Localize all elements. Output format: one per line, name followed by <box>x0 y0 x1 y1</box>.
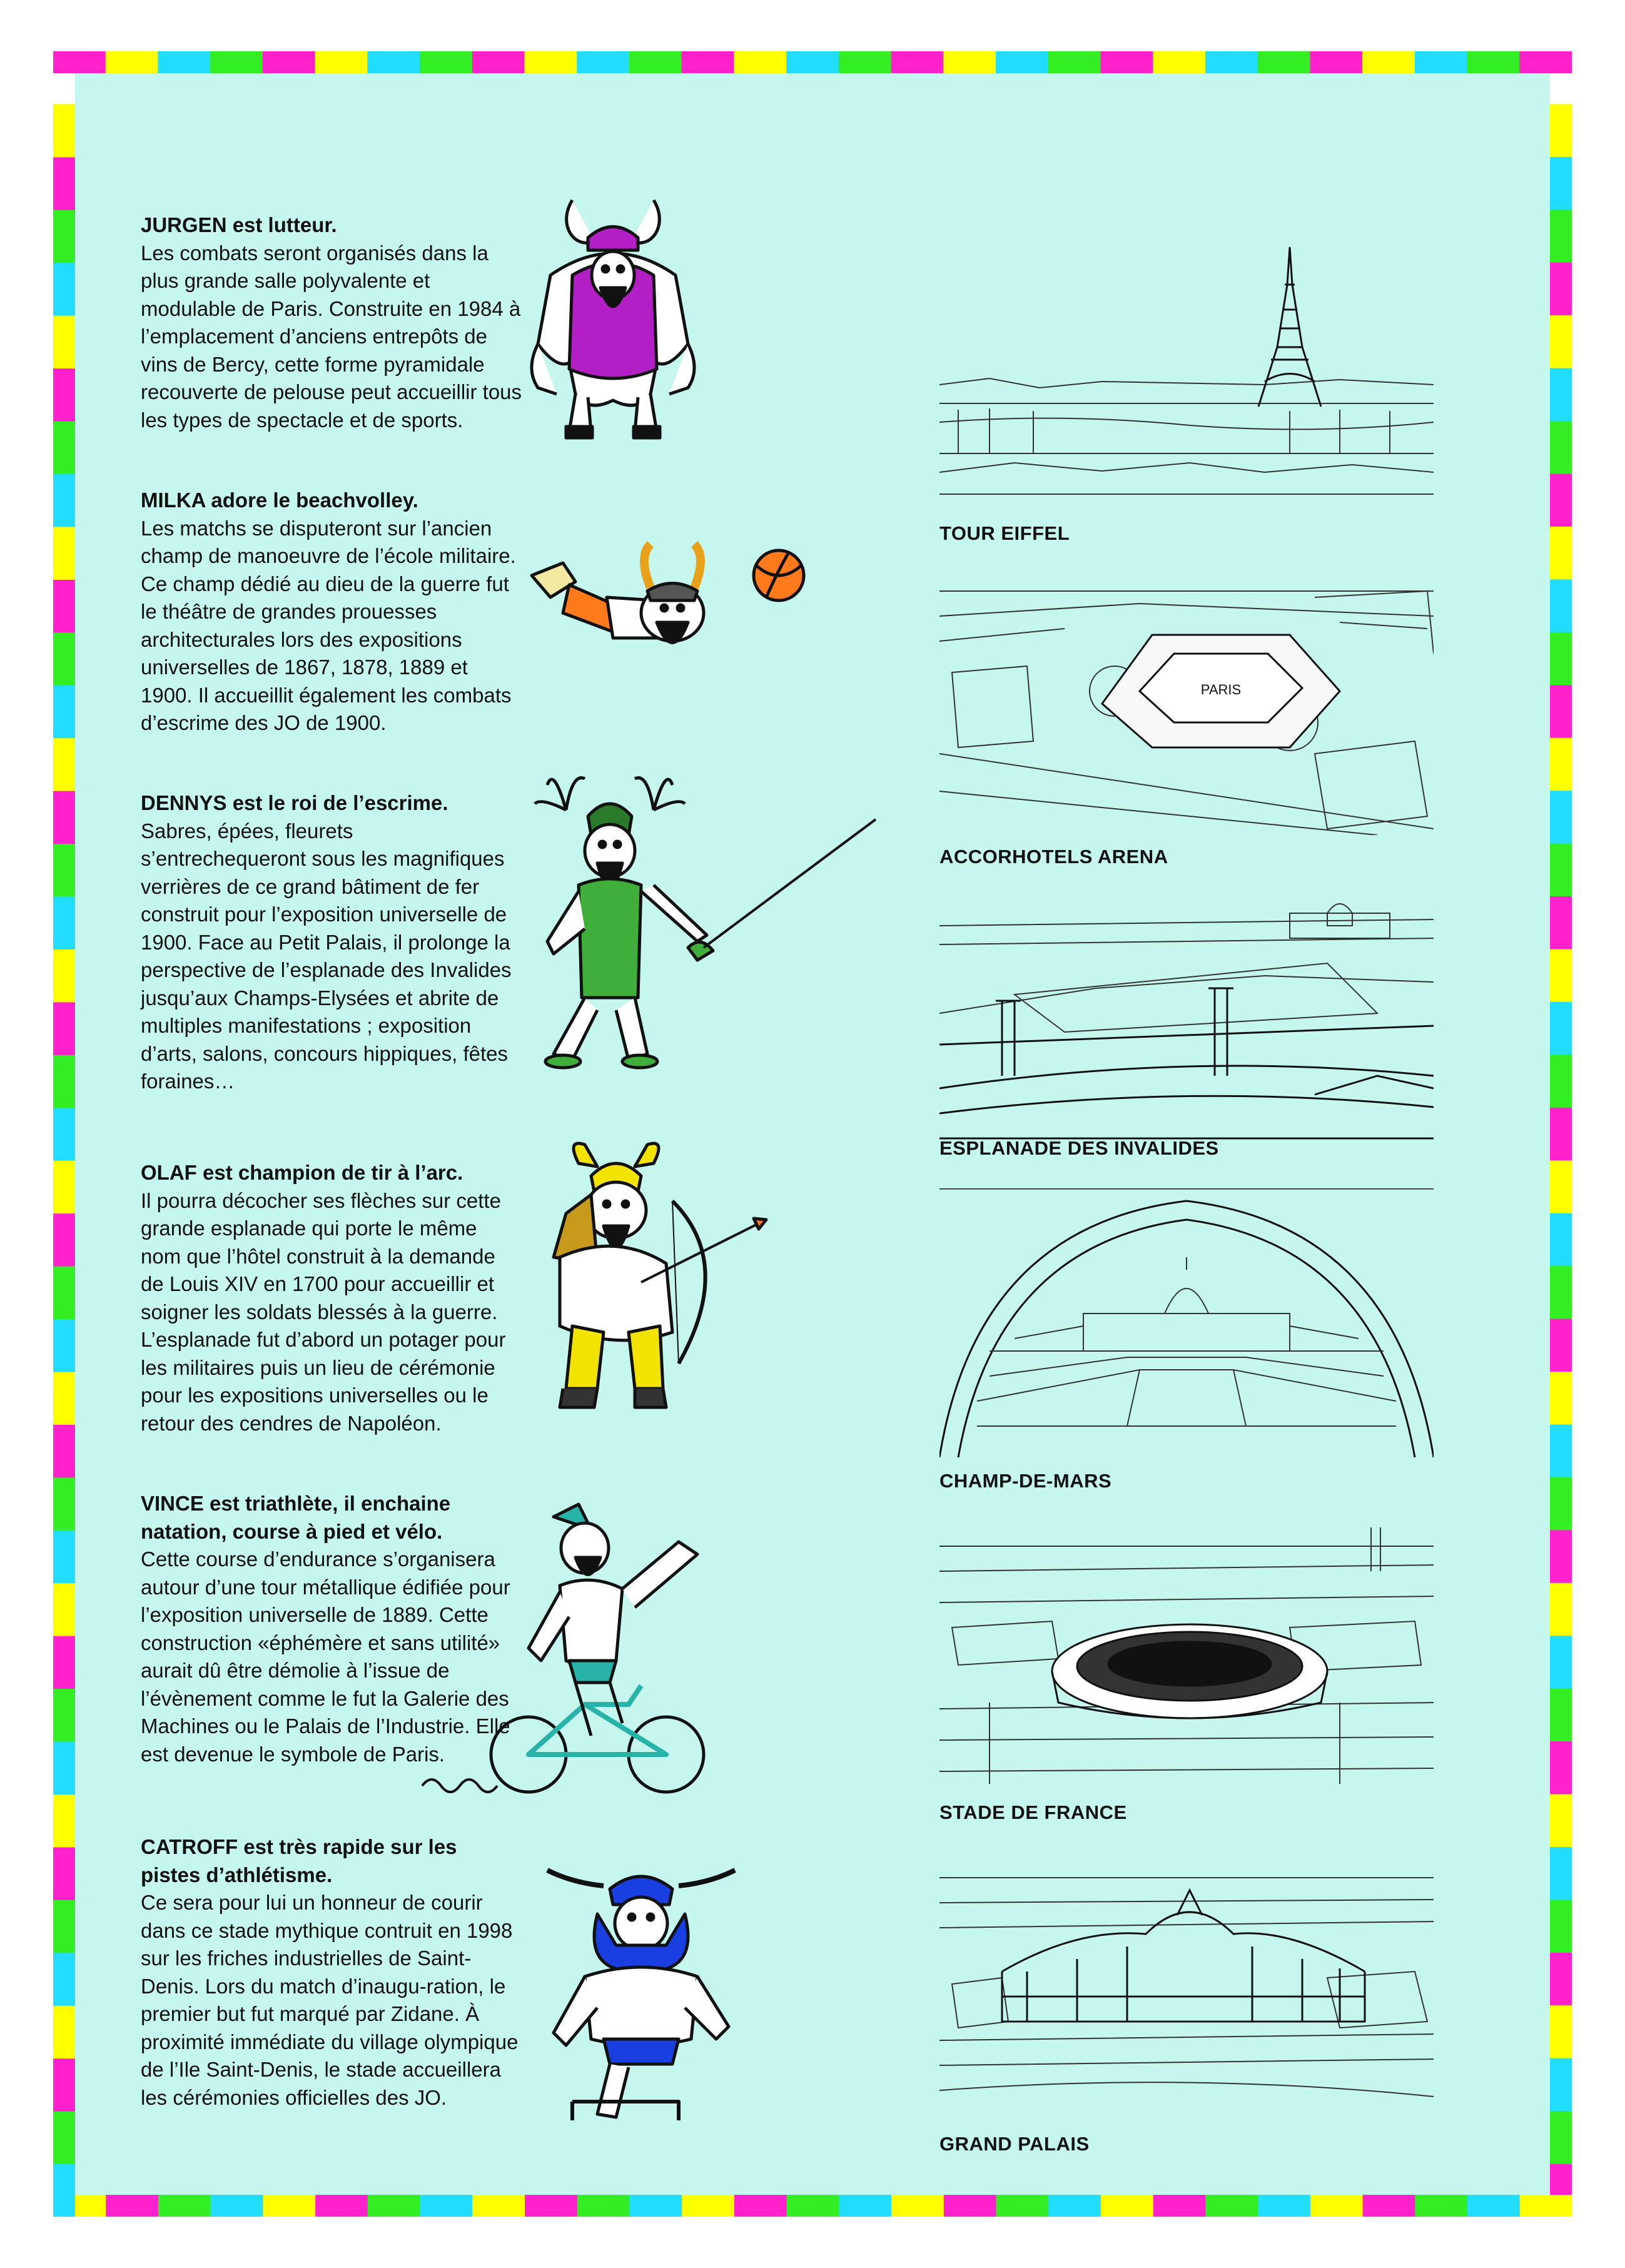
grand-palais-drawing <box>939 1853 1434 2122</box>
border-cell <box>1550 738 1572 791</box>
border-cell <box>53 1741 75 1795</box>
border-cell <box>891 2195 944 2217</box>
border-cell <box>1550 368 1572 422</box>
landmark-caption: CHAMP-DE-MARS <box>939 1470 1112 1492</box>
border-cell <box>1205 51 1258 73</box>
story-text: Ce sera pour lui un honneur de courir dans ce stade mythique contruit en 1998 sur les friches industrielles de Saint-Denis. Lors du match d’inaugu-ration, le premier but fut marqué par Zidane. À proximité immédiate du village olympique de l’Ile Saint-Denis, le stade accueillera les cérémonies officielles des JO. <box>141 1891 519 2109</box>
champ-de-mars-drawing <box>939 1188 1434 1457</box>
border-cell <box>1550 157 1572 210</box>
story-heading: JURGEN est lutteur. <box>141 213 337 236</box>
story-heading: VINCE est triathlète, il enchaine natation, course à pied et vélo. <box>141 1492 451 1543</box>
border-cell <box>53 51 106 73</box>
border-cell <box>1550 2111 1572 2164</box>
border-cell <box>1550 949 1572 1002</box>
border-cell <box>577 51 629 73</box>
border-cell <box>210 2195 263 2217</box>
border-cell <box>106 51 158 73</box>
border-cell <box>420 2195 472 2217</box>
border-cell <box>315 2195 368 2217</box>
border-cell <box>577 2195 629 2217</box>
border-cell <box>1467 51 1520 73</box>
story-text: Sabres, épées, fleurets s’entrechequeront sous les magnifiques verrières de ce grand bâtiment de fer construit pour l’exposition universelle de 1900. Face au Petit Palais, il prolonge la perspective de l’esplanade des Invalides jusqu’aux Champs-Elysées et abrite de multiples manifestations ; exposition d’arts, salons, concours hippiques, fêtes foraines… <box>141 819 512 1093</box>
border-cell <box>1550 315 1572 368</box>
arena-drawing <box>939 566 1434 835</box>
border-cell <box>1362 2195 1415 2217</box>
border-cell <box>786 2195 839 2217</box>
border-cell <box>53 949 75 1002</box>
border-cell <box>1415 2195 1467 2217</box>
border-cell <box>53 2111 75 2164</box>
border-cell <box>786 51 839 73</box>
border-cell <box>943 51 996 73</box>
border-cell <box>53 315 75 368</box>
border-cell <box>53 1900 75 1953</box>
border-cell <box>1550 1160 1572 1213</box>
border-cell <box>1550 421 1572 474</box>
wrestler-viking-icon <box>513 181 713 447</box>
story-heading: MILKA adore le beachvolley. <box>141 489 418 512</box>
border-cell <box>734 2195 786 2217</box>
border-cell <box>53 791 75 844</box>
border-cell <box>1362 51 1415 73</box>
border-cell <box>629 2195 682 2217</box>
border-cell <box>53 368 75 422</box>
border-cell <box>472 2195 525 2217</box>
border-cell <box>53 1372 75 1425</box>
stadium-drawing <box>939 1521 1434 1790</box>
border-cell <box>367 51 420 73</box>
border-cell <box>839 51 891 73</box>
border-cell <box>53 2058 75 2112</box>
story-text: Il pourra décocher ses flèches sur cette grande esplanade qui porte le même nom que l’hôtel construit à la demande de Louis XIV en 1700 pour accueillir et soigner les soldats blessés à la guerre. L’esplanade fut d’abord un potager pour les militaires puis un lieu de cérémonie pour les expositions universelles ou le retour des cendres de Napoléon. <box>141 1188 506 1435</box>
border-cell <box>1550 1794 1572 1847</box>
story-olaf <box>141 1159 522 1437</box>
border-cell <box>1550 1424 1572 1477</box>
border-cell <box>734 51 786 73</box>
border-cell <box>106 2195 158 2217</box>
border-cell <box>53 474 75 527</box>
border-cell <box>1550 1002 1572 1055</box>
border-cell <box>53 210 75 263</box>
eiffel-tower-drawing <box>939 247 1434 516</box>
border-cell <box>53 157 75 210</box>
border-cell <box>1550 1583 1572 1636</box>
border-cell <box>1467 2195 1520 2217</box>
border-cell <box>53 527 75 580</box>
border-cell <box>1550 1319 1572 1372</box>
border-cell <box>682 51 734 73</box>
runner-viking-icon <box>529 1851 754 2130</box>
border-cell <box>53 1689 75 1742</box>
border-cell <box>53 1847 75 1900</box>
border-cell <box>53 2164 75 2217</box>
landmark-caption: GRAND PALAIS <box>939 2133 1090 2155</box>
border-cell <box>1550 896 1572 949</box>
border-cell <box>53 632 75 686</box>
border-cell <box>53 1583 75 1636</box>
border-cell <box>53 685 75 738</box>
border-cell <box>1519 2195 1572 2217</box>
border-cell <box>53 844 75 897</box>
border-cell <box>1550 1213 1572 1267</box>
border-cell <box>1550 579 1572 632</box>
border-cell <box>1310 51 1362 73</box>
border-cell <box>1550 632 1572 686</box>
border-cell <box>263 51 315 73</box>
border-cell <box>1550 1108 1572 1161</box>
border-cell <box>1550 1741 1572 1795</box>
story-heading: CATROFF est très rapide sur les pistes d’athlétisme. <box>141 1835 457 1886</box>
border-cell <box>996 51 1048 73</box>
invalides-drawing <box>939 888 1434 1157</box>
border-cell <box>472 51 525 73</box>
border-cell <box>1550 2058 1572 2112</box>
border-cell <box>1550 1266 1572 1319</box>
fencer-viking-icon <box>529 760 885 1076</box>
border-cell <box>1550 1372 1572 1425</box>
cyclist-viking-icon <box>422 1498 754 1814</box>
border-cell <box>1550 1953 1572 2006</box>
border-cell <box>1550 1689 1572 1742</box>
border-cell <box>1550 791 1572 844</box>
border-cell <box>1550 1900 1572 1953</box>
border-cell <box>53 896 75 949</box>
story-text: Les combats seront organisés dans la plus grande salle polyvalente et modulable de Paris. Construite en 1984 à l’emplacement d’anciens entrepôts de vins de Bercy, cette forme pyramidale recouverte de pelouse peut accueillir tous les types de spectacle et de sports. <box>141 241 522 432</box>
border-cell <box>420 51 472 73</box>
border-cell <box>53 1424 75 1477</box>
border-cell <box>1550 263 1572 316</box>
story-heading: OLAF est champion de tir à l’arc. <box>141 1161 463 1184</box>
border-cell <box>629 51 682 73</box>
beachvolley-viking-icon <box>525 538 826 697</box>
border-cell <box>891 51 944 73</box>
border-cell <box>53 1530 75 1583</box>
border-cell <box>158 2195 210 2217</box>
border-cell <box>53 1953 75 2006</box>
story-milka <box>141 487 522 737</box>
border-cell <box>53 1794 75 1847</box>
border-cell <box>1415 51 1467 73</box>
border-cell <box>1048 2195 1101 2217</box>
border-cell <box>1550 1055 1572 1108</box>
border-cell <box>525 2195 577 2217</box>
border-cell <box>210 51 263 73</box>
landmark-caption: ACCORHOTELS ARENA <box>939 846 1168 868</box>
arena-sign: PARIS <box>1200 682 1242 697</box>
border-cell <box>1550 210 1572 263</box>
border-cell <box>367 2195 420 2217</box>
story-catroff <box>141 1833 522 2112</box>
border-cell <box>53 421 75 474</box>
border-cell <box>1205 2195 1258 2217</box>
border-cell <box>53 1477 75 1531</box>
story-text: Les matchs se disputeront sur l’ancien champ de manoeuvre de l’école militaire. Ce champ dédié au dieu de la guerre fut le théâtre de grandes prouesses architecturales lors des expositions universelles de 1867, 1878, 1889 et 1900. Il accueillit également les combats d’escrime des JO de 1900. <box>141 516 516 734</box>
border-cell <box>1550 1636 1572 1689</box>
border-cell <box>1153 2195 1205 2217</box>
border-cell <box>53 1002 75 1055</box>
border-cell <box>1048 51 1101 73</box>
story-text: Cette course d’endurance s’organisera autour d’une tour métallique édifiée pour l’exposition universelle de 1889. Cette construction «éphémère et sans utilité» aurait dû être démolie à l’issue de l’évènement comme le fut la Galerie des Machines ou le Palais de l’Industrie. Elle est devenue le symbole de Paris. <box>141 1547 510 1766</box>
border-cell <box>1550 104 1572 157</box>
border-cell <box>1153 51 1205 73</box>
border-cell <box>1550 474 1572 527</box>
landmark-caption: TOUR EIFFEL <box>939 522 1070 544</box>
story-dennys <box>141 789 522 1096</box>
border-cell <box>53 1055 75 1108</box>
border-cell <box>839 2195 891 2217</box>
border-cell <box>1550 1847 1572 1900</box>
border-cell <box>1550 527 1572 580</box>
border-cell <box>53 2005 75 2058</box>
border-cell <box>1100 2195 1153 2217</box>
border-cell <box>1100 51 1153 73</box>
landmark-caption: ESPLANADE DES INVALIDES <box>939 1137 1219 1159</box>
story-heading: DENNYS est le roi de l’escrime. <box>141 791 448 814</box>
border-cell <box>53 1636 75 1689</box>
story-jurgen <box>141 211 522 434</box>
landmark-caption: STADE DE FRANCE <box>939 1801 1127 1823</box>
border-cell <box>53 104 75 157</box>
border-cell <box>1519 51 1572 73</box>
border-cell <box>943 2195 996 2217</box>
border-cell <box>525 51 577 73</box>
border-cell <box>1550 685 1572 738</box>
border-cell <box>996 2195 1048 2217</box>
border-cell <box>1550 1530 1572 1583</box>
border-cell <box>315 51 368 73</box>
border-cell <box>1550 2005 1572 2058</box>
archer-viking-icon <box>529 1138 779 1423</box>
border-cell <box>53 1160 75 1213</box>
border-cell <box>1310 2195 1362 2217</box>
border-cell <box>1258 2195 1310 2217</box>
border-cell <box>1258 51 1310 73</box>
border-cell <box>53 1213 75 1267</box>
border-cell <box>53 1319 75 1372</box>
border-cell <box>1550 1477 1572 1531</box>
border-cell <box>53 738 75 791</box>
border-cell <box>53 579 75 632</box>
border-cell <box>53 1266 75 1319</box>
border-cell <box>53 263 75 316</box>
border-cell <box>263 2195 315 2217</box>
border-cell <box>53 1108 75 1161</box>
border-cell <box>682 2195 734 2217</box>
border-cell <box>1550 844 1572 897</box>
border-cell <box>158 51 210 73</box>
